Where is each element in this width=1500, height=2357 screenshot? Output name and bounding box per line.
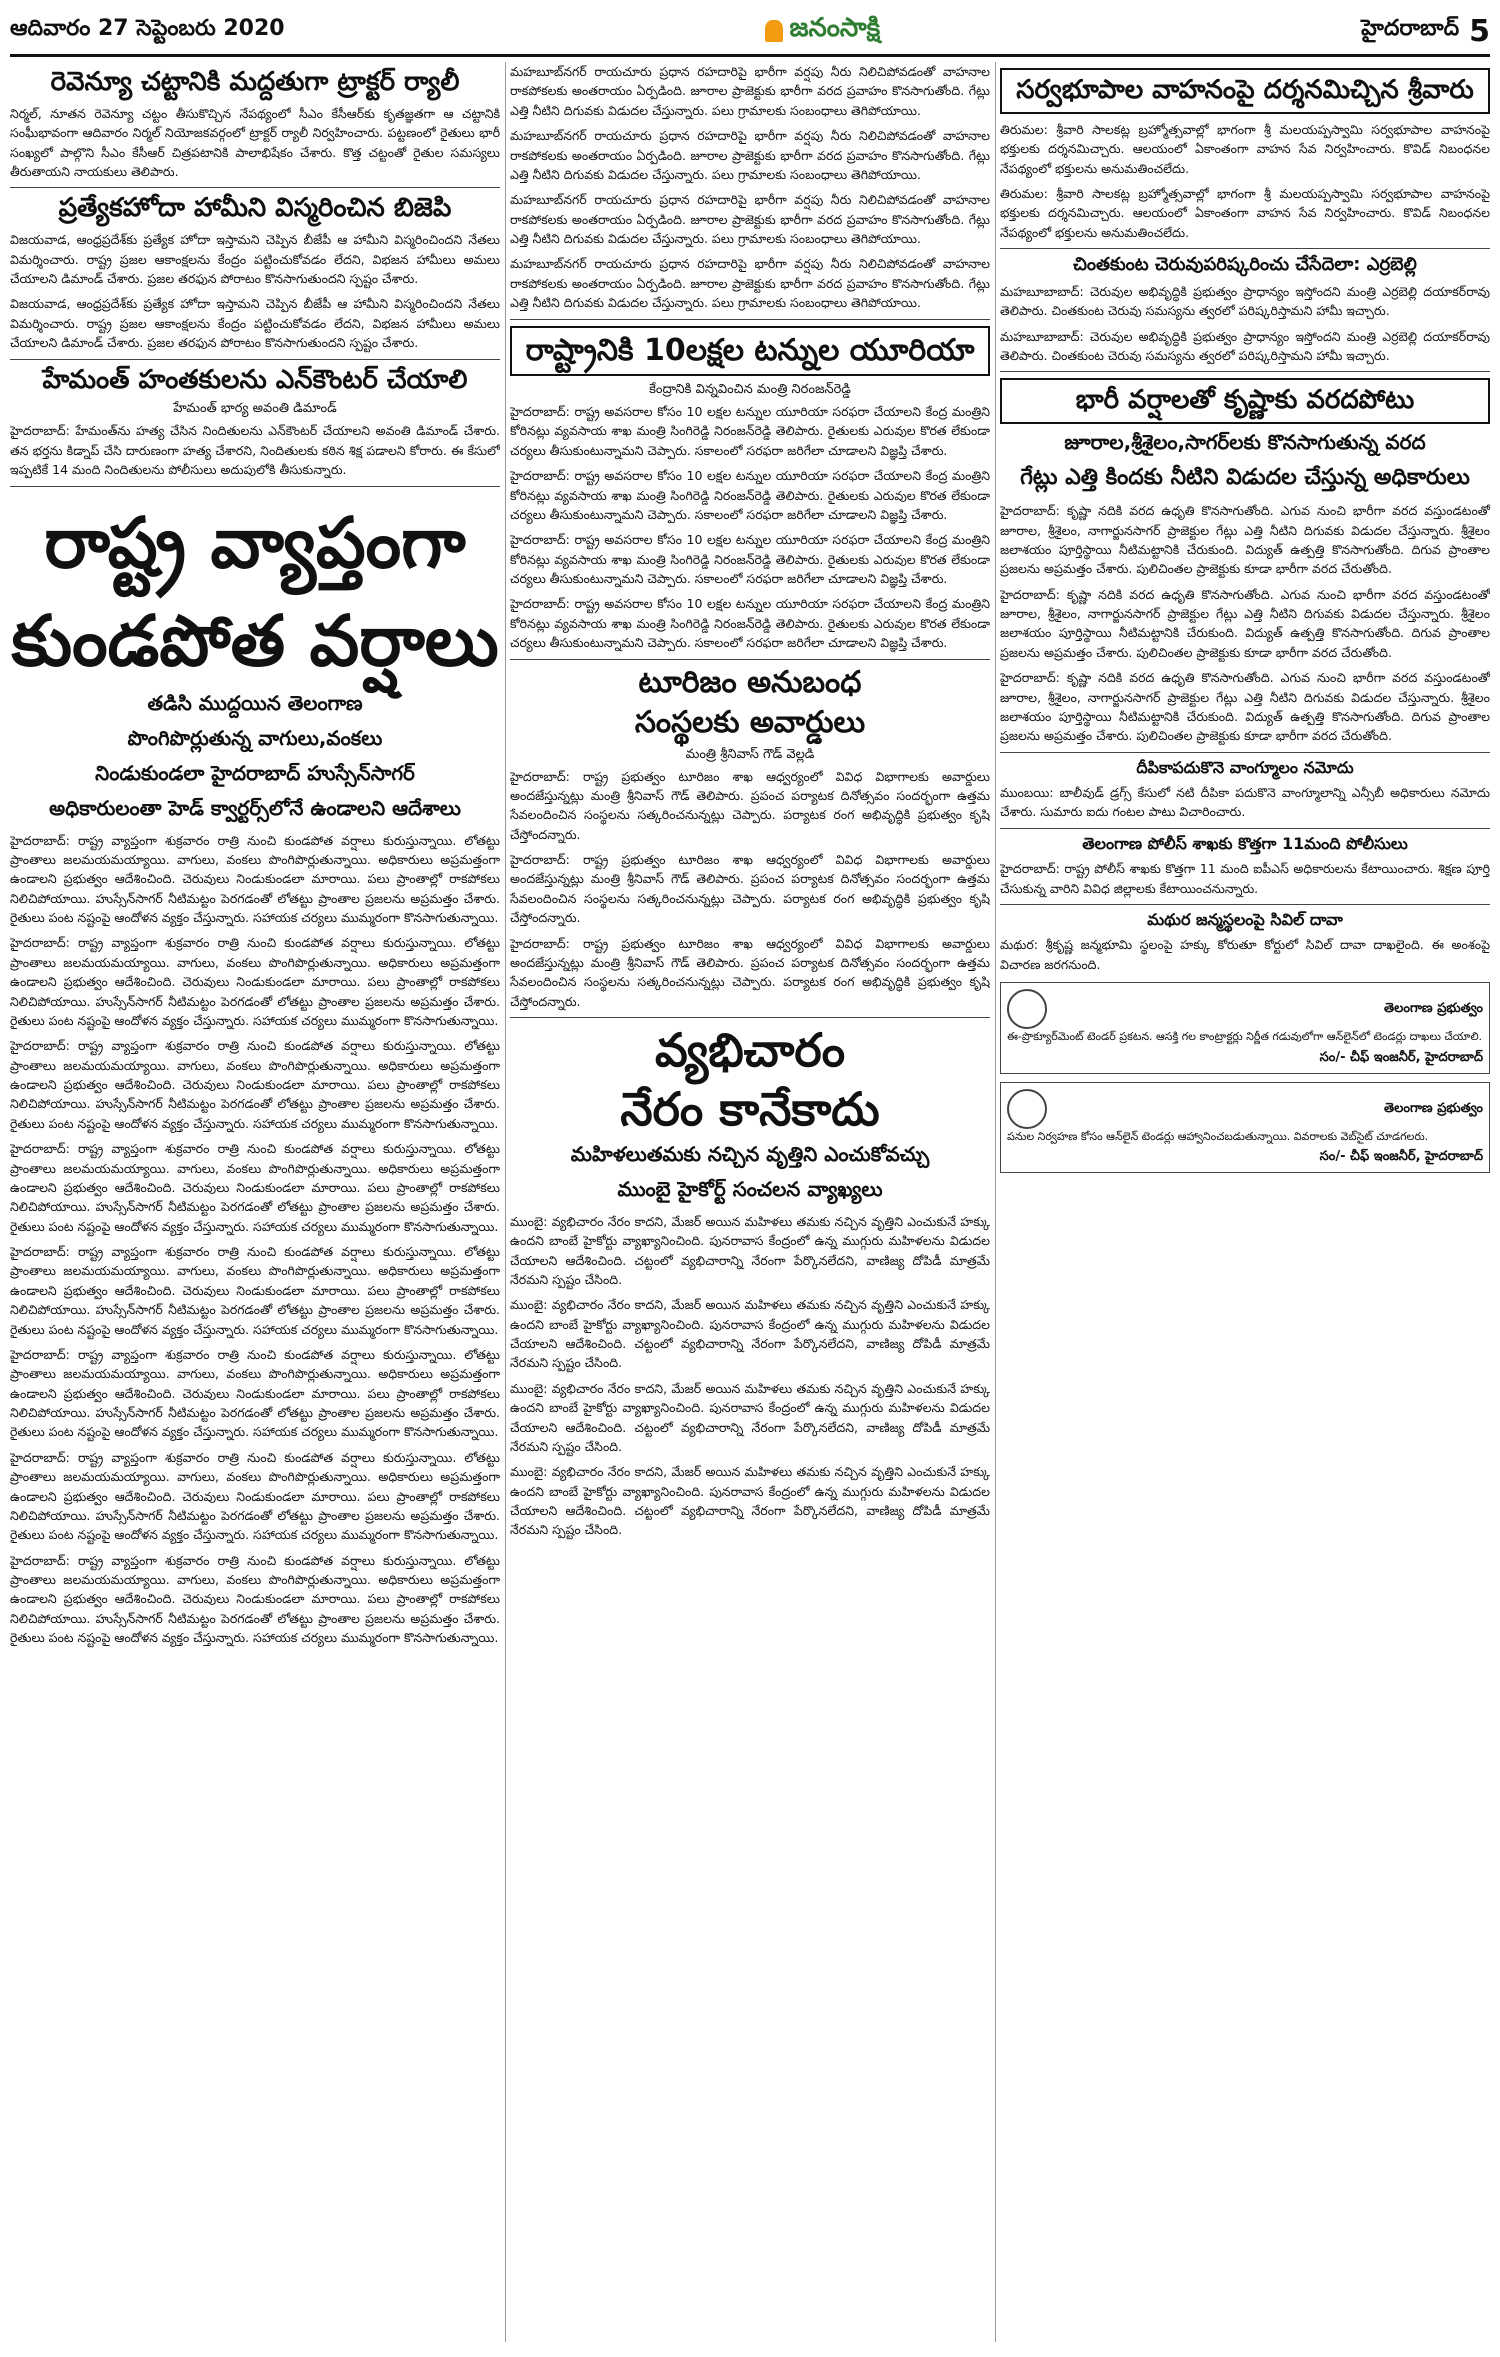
article-headline: సంస్థలకు అవార్డులు [634,705,866,740]
article-body: ముంబై: వ్యభిచారం నేరం కాదని, మేజర్ అయిన మహిళలు తమకు నచ్చిన వృత్తిని ఎంచుకునే హక్కు ఉందని బాంబే హైకోర్టు వ్యాఖ్యానించింది. పునరావాస కేంద్రంలో ఉన్న ముగ్గురు మహిళలను విడుదల చేయాలని ఆదేశించింది. చట్టంలో వ్యభిచారాన్ని నేరంగా పేర్కొనలేదని, వాణిజ్య దోపిడీ మాత్రమే నేరమని స్పష్టం చేసింది. [510,1380,990,1454]
article-body: మహబూబాబాద్: చెరువుల అభివృద్ధికి ప్రభుత్వం ప్రాధాన్యం ఇస్తోందని మంత్రి ఎర్రబెల్లి దయాకర్‌రావు తెలిపారు. చింతకుంట చెరువు సమస్యను త్వరలో పరిష్కరిస్తామని హామీ ఇచ్చారు. [1000,283,1490,319]
article-body: ముంబై: వ్యభిచారం నేరం కాదని, మేజర్ అయిన మహిళలు తమకు నచ్చిన వృత్తిని ఎంచుకునే హక్కు ఉందని బాంబే హైకోర్టు వ్యాఖ్యానించింది. పునరావాస కేంద్రంలో ఉన్న ముగ్గురు మహిళలను విడుదల చేయాలని ఆదేశించింది. చట్టంలో వ్యభిచారాన్ని నేరంగా పేర్కొనలేదని, వాణిజ్య దోపిడీ మాత్రమే నేరమని స్పష్టం చేసింది. [510,1464,990,1538]
article-body: హైదరాబాద్: హేమంత్‌ను హత్య చేసిన నిందితులను ఎన్‌కౌంటర్ చేయాలని అవంతి డిమాండ్ చేశారు. తన భర్తను కిడ్నాప్ చేసి దారుణంగా హత్య చేశారని, నిందితులకు కఠిన శిక్ష పడాలని కోరారు. ఈ కేసులో ఇప్పటికే 14 మంది నిందితులను పోలీసులు అదుపులోకి తీసుకున్నారు. [10,423,500,478]
divider [1000,248,1490,249]
article-headline: తెలంగాణ పోలీస్ శాఖకు కొత్తగా 11మంది పోలీసులు [1082,833,1408,853]
column-middle [510,62,990,2347]
edition-city: హైదరాబాద్ [1361,16,1460,41]
article-body: నిర్మల్, నూతన రెవెన్యూ చట్టం తీసుకొచ్చిన నేపథ్యంలో సీఎం కేసీఆర్‌కు కృతజ్ఞతగా ఆ చట్టానికి సంఘీభావంగా ఆదివారం నిర్మల్ నియోజకవర్గంలో ట్రాక్టర్ ర్యాలీ నిర్వహించారు. పట్టణంలో రైతులు భారీ సంఖ్యలో పాల్గొని సీఎం కేసీఆర్ చిత్రపటానికి పాలాభిషేకం చేశారు. కొత్త చట్టంతో రైతుల సమస్యలు తీరుతాయని నాయకులు తెలిపారు. [10,105,500,180]
article-body: తిరుమల: శ్రీవారి సాలకట్ల బ్రహ్మోత్సవాల్లో భాగంగా శ్రీ మలయప్పస్వామి సర్వభూపాల వాహనంపై భక్తులకు దర్శనమిచ్చారు. ఆలయంలో ఏకాంతంగా వాహన సేవ నిర్వహించారు. కొవిడ్ నిబంధనల నేపథ్యంలో భక్తులను అనుమతించలేదు. [1000,186,1490,240]
column-left [10,62,500,2347]
article-body: హైదరాబాద్: కృష్ణా నదికి వరద ఉధృతి కొనసాగుతోంది. ఎగువ నుంచి భారీగా వరద వస్తుండటంతో జూరాల, శ్రీశైలం, నాగార్జునసాగర్ ప్రాజెక్టుల గేట్లు ఎత్తి నీటిని దిగువకు విడుదల చేస్తున్నారు. శ్రీశైలం జలాశయం పూర్తిస్థాయి నీటిమట్టానికి చేరుకుంది. విద్యుత్ ఉత్పత్తి కొనసాగుతోంది. దిగువ ప్రాంతాల ప్రజలను అప్రమత్తం చేశారు. పులిచింతల ప్రాజెక్టుకు కూడా భారీగా వరద చేరుతోంది. [1000,586,1490,660]
article-subhead: గేట్లు ఎత్తి కిందకు నీటిని విడుదల చేస్తున్న అధికారులు [1020,465,1470,491]
article-headline: చింతకుంట చెరువుపరిష్కరించు చేసేదెలా: ఎర్రబెల్లి [1073,254,1417,276]
article-subhead: మంత్రి శ్రీనివాస్ గౌడ్ వెల్లడి [685,746,815,762]
lead-body: హైదరాబాద్: రాష్ట్ర వ్యాప్తంగా శుక్రవారం రాత్రి నుంచి కుండపోత వర్షాలు కురుస్తున్నాయి. లోతట్టు ప్రాంతాలు జలమయమయ్యాయి. వాగులు, వంకలు పొంగిపొర్లుతున్నాయి. అధికారులు అప్రమత్తంగా ఉండాలని ప్రభుత్వం ఆదేశించింది. చెరువులు నిండుకుండలా మారాయి. పలు ప్రాంతాల్లో రాకపోకలు నిలిచిపోయాయి. హుస్సేన్‌సాగర్ నీటిమట్టం పెరగడంతో లోతట్టు ప్రాంతాల ప్రజలను అప్రమత్తం చేశారు. రైతులు పంట నష్టంపై ఆందోళన వ్యక్తం చేస్తున్నారు. సహాయక చర్యలు ముమ్మరంగా కొనసాగుతున్నాయి. [10,832,500,926]
column-divider [505,62,506,2342]
divider [1000,752,1490,753]
lead-subhead: అధికారులంతా హెడ్ క్వార్టర్స్‌లోనే ఉండాలని ఆదేశాలు [49,795,461,820]
lead-subhead: పొంగిపొర్లుతున్న వాగులు,వంకలు [127,725,383,750]
notice-signature: సం/- చీఫ్ ఇంజనీర్, హైదరాబాద్ [1319,1049,1483,1065]
issue-date: ఆదివారం 27 సెప్టెంబరు 2020 [10,16,285,41]
divider [10,187,500,188]
article-body: మహబూబాబాద్: చెరువుల అభివృద్ధికి ప్రభుత్వం ప్రాధాన్యం ఇస్తోందని మంత్రి ఎర్రబెల్లి దయాకర్‌రావు తెలిపారు. చింతకుంట చెరువు సమస్యను త్వరలో పరిష్కరిస్తామని హామీ ఇచ్చారు. [1000,328,1490,363]
divider [10,359,500,360]
article-body: ముంబయి: బాలీవుడ్ డ్రగ్స్ కేసులో నటి దీపికా పదుకొనె వాంగ్మూలాన్ని ఎన్సీబీ అధికారులు నమోదు చేశారు. సుమారు ఐదు గంటల పాటు విచారించారు. [1000,785,1490,820]
logo-text: జనంసాక్షి [789,13,881,43]
column-right [1000,62,1490,2347]
divider [1000,904,1490,905]
lead-body: హైదరాబాద్: రాష్ట్ర వ్యాప్తంగా శుక్రవారం రాత్రి నుంచి కుండపోత వర్షాలు కురుస్తున్నాయి. లోతట్టు ప్రాంతాలు జలమయమయ్యాయి. వాగులు, వంకలు పొంగిపొర్లుతున్నాయి. అధికారులు అప్రమత్తంగా ఉండాలని ప్రభుత్వం ఆదేశించింది. చెరువులు నిండుకుండలా మారాయి. పలు ప్రాంతాల్లో రాకపోకలు నిలిచిపోయాయి. హుస్సేన్‌సాగర్ నీటిమట్టం పెరగడంతో లోతట్టు ప్రాంతాల ప్రజలను అప్రమత్తం చేశారు. రైతులు పంట నష్టంపై ఆందోళన వ్యక్తం చేస్తున్నారు. సహాయక చర్యలు ముమ్మరంగా కొనసాగుతున్నాయి. [10,935,500,1028]
article-subhead: జూరాల,శ్రీశైలం,సాగర్‌లకు కొనసాగుతున్న వరద [1064,430,1426,455]
article-subhead: హేమంత్ భార్య అవంతి డిమాండ్ [173,401,337,417]
article-body: మహబూబ్‌నగర్ రాయచూరు ప్రధాన రహదారిపై భారీగా వర్షపు నీరు నిలిచిపోవడంతో వాహనాల రాకపోకలకు అంతరాయం ఏర్పడింది. జూరాల ప్రాజెక్టుకు భారీగా వరద ప్రవాహం కొనసాగుతోంది. గేట్లు ఎత్తి నీటిని దిగువకు విడుదల చేస్తున్నారు. పలు గ్రామాలకు సంబంధాలు తెగిపోయాయి. [510,256,990,311]
article-body: హైదరాబాద్: రాష్ట్ర అవసరాల కోసం 10 లక్షల టన్నుల యూరియా సరఫరా చేయాలని కేంద్ర మంత్రిని కోరినట్లు వ్యవసాయ శాఖ మంత్రి సింగిరెడ్డి నిరంజన్‌రెడ్డి తెలిపారు. రైతులకు ఎరువుల కొరత లేకుండా చర్యలు తీసుకుంటున్నామని చెప్పారు. సకాలంలో సరఫరా జరిగేలా చూడాలని విజ్ఞప్తి చేశారు. [510,468,990,522]
article-headline: నేరం కానేకాదు [620,1081,880,1136]
logo-leaf-icon [765,20,783,42]
article-headline: భారీ వర్షాలతో కృష్ణాకు వరదపోటు [1000,378,1490,424]
divider [510,1017,990,1018]
divider [510,659,990,660]
notice-body: ఈ-ప్రొక్యూర్‌మెంట్ టెండర్ ప్రకటన. ఆసక్తి గల కాంట్రాక్టర్లు నిర్ణీత గడువులోగా ఆన్‌లైన్‌లో టెండర్లు దాఖలు చేయాలి. [1007,1030,1483,1044]
article-headline: రెవెన్యూ చట్టానికి మద్దతుగా ట్రాక్టర్ ర్యాలీ [50,67,460,97]
article-body: హైదరాబాద్: రాష్ట్ర అవసరాల కోసం 10 లక్షల టన్నుల యూరియా సరఫరా చేయాలని కేంద్ర మంత్రిని కోరినట్లు వ్యవసాయ శాఖ మంత్రి సింగిరెడ్డి నిరంజన్‌రెడ్డి తెలిపారు. రైతులకు ఎరువుల కొరత లేకుండా చర్యలు తీసుకుంటున్నామని చెప్పారు. సకాలంలో సరఫరా జరిగేలా చూడాలని విజ్ఞప్తి చేశారు. [510,532,990,586]
article-headline: ప్రత్యేకహోదా హామీని విస్మరించిన బిజెపి [58,193,452,224]
column-divider [995,62,996,2342]
article-headline: టూరిజం అనుబంధ [638,664,862,700]
article-body: హైదరాబాద్: రాష్ట్ర అవసరాల కోసం 10 లక్షల టన్నుల యూరియా సరఫరా చేయాలని కేంద్ర మంత్రిని కోరినట్లు వ్యవసాయ శాఖ మంత్రి సింగిరెడ్డి నిరంజన్‌రెడ్డి తెలిపారు. రైతులకు ఎరువుల కొరత లేకుండా చర్యలు తీసుకుంటున్నామని చెప్పారు. సకాలంలో సరఫరా జరిగేలా చూడాలని విజ్ఞప్తి చేశారు. [510,596,990,651]
article-body: ముంబై: వ్యభిచారం నేరం కాదని, మేజర్ అయిన మహిళలు తమకు నచ్చిన వృత్తిని ఎంచుకునే హక్కు ఉందని బాంబే హైకోర్టు వ్యాఖ్యానించింది. పునరావాస కేంద్రంలో ఉన్న ముగ్గురు మహిళలను విడుదల చేయాలని ఆదేశించింది. చట్టంలో వ్యభిచారాన్ని నేరంగా పేర్కొనలేదని, వాణిజ్య దోపిడీ మాత్రమే నేరమని స్పష్టం చేసింది. [510,1297,990,1371]
article-headline: సర్వభూపాల వాహనంపై దర్శనమిచ్చిన శ్రీవారు [1000,68,1490,114]
divider [1000,828,1490,829]
notice-heading: తెలంగాణ ప్రభుత్వం [1384,1100,1483,1116]
article-headline: హేమంత్ హంతకులను ఎన్‌కౌంటర్ చేయాలి [42,364,468,395]
page-header [10,8,1490,57]
article-body: మహబూబ్‌నగర్ రాయచూరు ప్రధాన రహదారిపై భారీగా వర్షపు నీరు నిలిచిపోవడంతో వాహనాల రాకపోకలకు అంతరాయం ఏర్పడింది. జూరాల ప్రాజెక్టుకు భారీగా వరద ప్రవాహం కొనసాగుతోంది. గేట్లు ఎత్తి నీటిని దిగువకు విడుదల చేస్తున్నారు. పలు గ్రామాలకు సంబంధాలు తెగిపోయాయి. [510,128,990,182]
lead-subhead: నిండుకుండలా హైదరాబాద్ హుస్సేన్‌సాగర్ [95,760,415,785]
divider [510,319,990,320]
lead-body: హైదరాబాద్: రాష్ట్ర వ్యాప్తంగా శుక్రవారం రాత్రి నుంచి కుండపోత వర్షాలు కురుస్తున్నాయి. లోతట్టు ప్రాంతాలు జలమయమయ్యాయి. వాగులు, వంకలు పొంగిపొర్లుతున్నాయి. అధికారులు అప్రమత్తంగా ఉండాలని ప్రభుత్వం ఆదేశించింది. చెరువులు నిండుకుండలా మారాయి. పలు ప్రాంతాల్లో రాకపోకలు నిలిచిపోయాయి. హుస్సేన్‌సాగర్ నీటిమట్టం పెరగడంతో లోతట్టు ప్రాంతాల ప్రజలను అప్రమత్తం చేశారు. రైతులు పంట నష్టంపై ఆందోళన వ్యక్తం చేస్తున్నారు. సహాయక చర్యలు ముమ్మరంగా కొనసాగుతున్నాయి. [10,1552,500,1646]
article-body: హైదరాబాద్: కృష్ణా నదికి వరద ఉధృతి కొనసాగుతోంది. ఎగువ నుంచి భారీగా వరద వస్తుండటంతో జూరాల, శ్రీశైలం, నాగార్జునసాగర్ ప్రాజెక్టుల గేట్లు ఎత్తి నీటిని దిగువకు విడుదల చేస్తున్నారు. శ్రీశైలం జలాశయం పూర్తిస్థాయి నీటిమట్టానికి చేరుకుంది. విద్యుత్ ఉత్పత్తి కొనసాగుతోంది. దిగువ ప్రాంతాల ప్రజలను అప్రమత్తం చేశారు. పులిచింతల ప్రాజెక్టుకు కూడా భారీగా వరద చేరుతోంది. [1000,503,1490,577]
lead-body: హైదరాబాద్: రాష్ట్ర వ్యాప్తంగా శుక్రవారం రాత్రి నుంచి కుండపోత వర్షాలు కురుస్తున్నాయి. లోతట్టు ప్రాంతాలు జలమయమయ్యాయి. వాగులు, వంకలు పొంగిపొర్లుతున్నాయి. అధికారులు అప్రమత్తంగా ఉండాలని ప్రభుత్వం ఆదేశించింది. చెరువులు నిండుకుండలా మారాయి. పలు ప్రాంతాల్లో రాకపోకలు నిలిచిపోయాయి. హుస్సేన్‌సాగర్ నీటిమట్టం పెరగడంతో లోతట్టు ప్రాంతాల ప్రజలను అప్రమత్తం చేశారు. రైతులు పంట నష్టంపై ఆందోళన వ్యక్తం చేస్తున్నారు. సహాయక చర్యలు ముమ్మరంగా కొనసాగుతున్నాయి. [10,1038,500,1131]
article-body: మహబూబ్‌నగర్ రాయచూరు ప్రధాన రహదారిపై భారీగా వర్షపు నీరు నిలిచిపోవడంతో వాహనాల రాకపోకలకు అంతరాయం ఏర్పడింది. జూరాల ప్రాజెక్టుకు భారీగా వరద ప్రవాహం కొనసాగుతోంది. గేట్లు ఎత్తి నీటిని దిగువకు విడుదల చేస్తున్నారు. పలు గ్రామాలకు సంబంధాలు తెగిపోయాయి. [510,64,990,118]
article-body: ముంబై: వ్యభిచారం నేరం కాదని, మేజర్ అయిన మహిళలు తమకు నచ్చిన వృత్తిని ఎంచుకునే హక్కు ఉందని బాంబే హైకోర్టు వ్యాఖ్యానించింది. పునరావాస కేంద్రంలో ఉన్న ముగ్గురు మహిళలను విడుదల చేయాలని ఆదేశించింది. చట్టంలో వ్యభిచారాన్ని నేరంగా పేర్కొనలేదని, వాణిజ్య దోపిడీ మాత్రమే నేరమని స్పష్టం చేసింది. [510,1213,990,1287]
header-right [1361,14,1490,49]
divider [1000,371,1490,372]
government-emblem-icon [1007,989,1047,1029]
article-subhead: ముంబై హైకోర్ట్ సంచలన వ్యాఖ్యలు [617,1176,883,1201]
article-headline: దీపికాపదుకొనె వాంగ్మూలం నమోదు [1136,757,1354,777]
article-body: హైదరాబాద్: కృష్ణా నదికి వరద ఉధృతి కొనసాగుతోంది. ఎగువ నుంచి భారీగా వరద వస్తుండటంతో జూరాల, శ్రీశైలం, నాగార్జునసాగర్ ప్రాజెక్టుల గేట్లు ఎత్తి నీటిని దిగువకు విడుదల చేస్తున్నారు. శ్రీశైలం జలాశయం పూర్తిస్థాయి నీటిమట్టానికి చేరుకుంది. విద్యుత్ ఉత్పత్తి కొనసాగుతోంది. దిగువ ప్రాంతాల ప్రజలను అప్రమత్తం చేశారు. పులిచింతల ప్రాజెక్టుకు కూడా భారీగా వరద చేరుతోంది. [1000,670,1490,744]
article-body: హైదరాబాద్: రాష్ట్ర ప్రభుత్వం టూరిజం శాఖ ఆధ్వర్యంలో వివిధ విభాగాలకు అవార్డులు అందజేస్తున్నట్లు మంత్రి శ్రీనివాస్ గౌడ్ తెలిపారు. ప్రపంచ పర్యాటక దినోత్సవం సందర్భంగా ఉత్తమ సేవలందించిన సంస్థలను సత్కరించనున్నట్లు చెప్పారు. పర్యాటక రంగ అభివృద్ధికి ప్రభుత్వం కృషి చేస్తోందన్నారు. [510,768,990,842]
lead-body: హైదరాబాద్: రాష్ట్ర వ్యాప్తంగా శుక్రవారం రాత్రి నుంచి కుండపోత వర్షాలు కురుస్తున్నాయి. లోతట్టు ప్రాంతాలు జలమయమయ్యాయి. వాగులు, వంకలు పొంగిపొర్లుతున్నాయి. అధికారులు అప్రమత్తంగా ఉండాలని ప్రభుత్వం ఆదేశించింది. చెరువులు నిండుకుండలా మారాయి. పలు ప్రాంతాల్లో రాకపోకలు నిలిచిపోయాయి. హుస్సేన్‌సాగర్ నీటిమట్టం పెరగడంతో లోతట్టు ప్రాంతాల ప్రజలను అప్రమత్తం చేశారు. రైతులు పంట నష్టంపై ఆందోళన వ్యక్తం చేస్తున్నారు. సహాయక చర్యలు ముమ్మరంగా కొనసాగుతున్నాయి. [10,1449,500,1543]
article-body: హైదరాబాద్: రాష్ట్ర పోలీస్ శాఖకు కొత్తగా 11 మంది ఐపీఎస్ అధికారులను కేటాయించారు. శిక్షణ పూర్తి చేసుకున్న వారిని వివిధ జిల్లాలకు కేటాయించనున్నారు. [1000,861,1490,896]
lead-body: హైదరాబాద్: రాష్ట్ర వ్యాప్తంగా శుక్రవారం రాత్రి నుంచి కుండపోత వర్షాలు కురుస్తున్నాయి. లోతట్టు ప్రాంతాలు జలమయమయ్యాయి. వాగులు, వంకలు పొంగిపొర్లుతున్నాయి. అధికారులు అప్రమత్తంగా ఉండాలని ప్రభుత్వం ఆదేశించింది. చెరువులు నిండుకుండలా మారాయి. పలు ప్రాంతాల్లో రాకపోకలు నిలిచిపోయాయి. హుస్సేన్‌సాగర్ నీటిమట్టం పెరగడంతో లోతట్టు ప్రాంతాల ప్రజలను అప్రమత్తం చేశారు. రైతులు పంట నష్టంపై ఆందోళన వ్యక్తం చేస్తున్నారు. సహాయక చర్యలు ముమ్మరంగా కొనసాగుతున్నాయి. [10,1346,500,1440]
page-number: 5 [1469,13,1490,49]
article-body: హైదరాబాద్: రాష్ట్ర ప్రభుత్వం టూరిజం శాఖ ఆధ్వర్యంలో వివిధ విభాగాలకు అవార్డులు అందజేస్తున్నట్లు మంత్రి శ్రీనివాస్ గౌడ్ తెలిపారు. ప్రపంచ పర్యాటక దినోత్సవం సందర్భంగా ఉత్తమ సేవలందించిన సంస్థలను సత్కరించనున్నట్లు చెప్పారు. పర్యాటక రంగ అభివృద్ధికి ప్రభుత్వం కృషి చేస్తోందన్నారు. [510,852,990,926]
article-body: హైదరాబాద్: రాష్ట్ర అవసరాల కోసం 10 లక్షల టన్నుల యూరియా సరఫరా చేయాలని కేంద్ర మంత్రిని కోరినట్లు వ్యవసాయ శాఖ మంత్రి సింగిరెడ్డి నిరంజన్‌రెడ్డి తెలిపారు. రైతులకు ఎరువుల కొరత లేకుండా చర్యలు తీసుకుంటున్నామని చెప్పారు. సకాలంలో సరఫరా జరిగేలా చూడాలని విజ్ఞప్తి చేశారు. [510,404,990,458]
tender-notice [1000,1082,1490,1174]
masthead-logo [765,13,880,49]
article-body: మహబూబ్‌నగర్ రాయచూరు ప్రధాన రహదారిపై భారీగా వర్షపు నీరు నిలిచిపోవడంతో వాహనాల రాకపోకలకు అంతరాయం ఏర్పడింది. జూరాల ప్రాజెక్టుకు భారీగా వరద ప్రవాహం కొనసాగుతోంది. గేట్లు ఎత్తి నీటిని దిగువకు విడుదల చేస్తున్నారు. పలు గ్రామాలకు సంబంధాలు తెగిపోయాయి. [510,192,990,246]
article-body: విజయవాడ, ఆంధ్రప్రదేశ్‌కు ప్రత్యేక హోదా ఇస్తామని చెప్పిన బీజేపీ ఆ హామీని విస్మరించిందని నేతలు విమర్శించారు. రాష్ట్ర ప్రజల ఆకాంక్షలను కేంద్రం పట్టించుకోవడం లేదని, విభజన హామీలు అమలు చేయాలని డిమాండ్ చేశారు. ప్రజల తరఫున పోరాటం కొనసాగుతుందని స్పష్టం చేశారు. [10,232,500,287]
article-headline: మథుర జన్మస్థలంపై సివిల్ దావా [1147,910,1343,929]
lead-headline-line1: రాష్ట్ర వ్యాప్తంగా [44,501,466,584]
notice-body: పనుల నిర్వహణ కోసం ఆన్‌లైన్ టెండర్లు ఆహ్వానించబడుతున్నాయి. వివరాలకు వెబ్‌సైట్ చూడగలరు. [1007,1129,1429,1143]
article-headline: వ్యభిచారం [654,1023,846,1077]
article-subhead: కేంద్రానికి విన్నవించిన మంత్రి నిరంజన్‌రెడ్డి [649,382,851,397]
article-headline: రాష్ట్రానికి 10లక్షల టన్నుల యూరియా [510,326,990,377]
lead-body: హైదరాబాద్: రాష్ట్ర వ్యాప్తంగా శుక్రవారం రాత్రి నుంచి కుండపోత వర్షాలు కురుస్తున్నాయి. లోతట్టు ప్రాంతాలు జలమయమయ్యాయి. వాగులు, వంకలు పొంగిపొర్లుతున్నాయి. అధికారులు అప్రమత్తంగా ఉండాలని ప్రభుత్వం ఆదేశించింది. చెరువులు నిండుకుండలా మారాయి. పలు ప్రాంతాల్లో రాకపోకలు నిలిచిపోయాయి. హుస్సేన్‌సాగర్ నీటిమట్టం పెరగడంతో లోతట్టు ప్రాంతాల ప్రజలను అప్రమత్తం చేశారు. రైతులు పంట నష్టంపై ఆందోళన వ్యక్తం చేస్తున్నారు. సహాయక చర్యలు ముమ్మరంగా కొనసాగుతున్నాయి. [10,1141,500,1234]
article-body: హైదరాబాద్: రాష్ట్ర ప్రభుత్వం టూరిజం శాఖ ఆధ్వర్యంలో వివిధ విభాగాలకు అవార్డులు అందజేస్తున్నట్లు మంత్రి శ్రీనివాస్ గౌడ్ తెలిపారు. ప్రపంచ పర్యాటక దినోత్సవం సందర్భంగా ఉత్తమ సేవలందించిన సంస్థలను సత్కరించనున్నట్లు చెప్పారు. పర్యాటక రంగ అభివృద్ధికి ప్రభుత్వం కృషి చేస్తోందన్నారు. [510,935,990,1009]
notice-heading: తెలంగాణ ప్రభుత్వం [1384,1001,1483,1017]
divider [10,486,500,487]
lead-subhead: తడిసి ముద్దయిన తెలంగాణ [147,690,363,715]
article-body: విజయవాడ, ఆంధ్రప్రదేశ్‌కు ప్రత్యేక హోదా ఇస్తామని చెప్పిన బీజేపీ ఆ హామీని విస్మరించిందని నేతలు విమర్శించారు. రాష్ట్ర ప్రజల ఆకాంక్షలను కేంద్రం పట్టించుకోవడం లేదని, విభజన హామీలు అమలు చేయాలని డిమాండ్ చేశారు. ప్రజల తరఫున పోరాటం కొనసాగుతుందని స్పష్టం చేశారు. [10,296,500,351]
article-subhead: మహిళలుతమకు నచ్చిన వృత్తిని ఎంచుకోవచ్చు [570,1141,930,1166]
lead-headline-line2: కుండపోత వర్షాలు [11,599,499,682]
article-body: తిరుమల: శ్రీవారి సాలకట్ల బ్రహ్మోత్సవాల్లో భాగంగా శ్రీ మలయప్పస్వామి సర్వభూపాల వాహనంపై భక్తులకు దర్శనమిచ్చారు. ఆలయంలో ఏకాంతంగా వాహన సేవ నిర్వహించారు. కొవిడ్ నిబంధనల నేపథ్యంలో భక్తులను అనుమతించలేదు. [1000,121,1490,176]
article-body: మథుర: శ్రీకృష్ణ జన్మభూమి స్థలంపై హక్కు కోరుతూ కోర్టులో సివిల్ దావా దాఖలైంది. ఈ అంశంపై విచారణ జరగనుంది. [1000,937,1490,972]
government-emblem-icon [1007,1089,1047,1129]
notice-signature: సం/- చీఫ్ ఇంజనీర్, హైదరాబాద్ [1319,1149,1483,1165]
lead-body: హైదరాబాద్: రాష్ట్ర వ్యాప్తంగా శుక్రవారం రాత్రి నుంచి కుండపోత వర్షాలు కురుస్తున్నాయి. లోతట్టు ప్రాంతాలు జలమయమయ్యాయి. వాగులు, వంకలు పొంగిపొర్లుతున్నాయి. అధికారులు అప్రమత్తంగా ఉండాలని ప్రభుత్వం ఆదేశించింది. చెరువులు నిండుకుండలా మారాయి. పలు ప్రాంతాల్లో రాకపోకలు నిలిచిపోయాయి. హుస్సేన్‌సాగర్ నీటిమట్టం పెరగడంతో లోతట్టు ప్రాంతాల ప్రజలను అప్రమత్తం చేశారు. రైతులు పంట నష్టంపై ఆందోళన వ్యక్తం చేస్తున్నారు. సహాయక చర్యలు ముమ్మరంగా కొనసాగుతున్నాయి. [10,1244,500,1337]
tender-notice [1000,982,1490,1074]
